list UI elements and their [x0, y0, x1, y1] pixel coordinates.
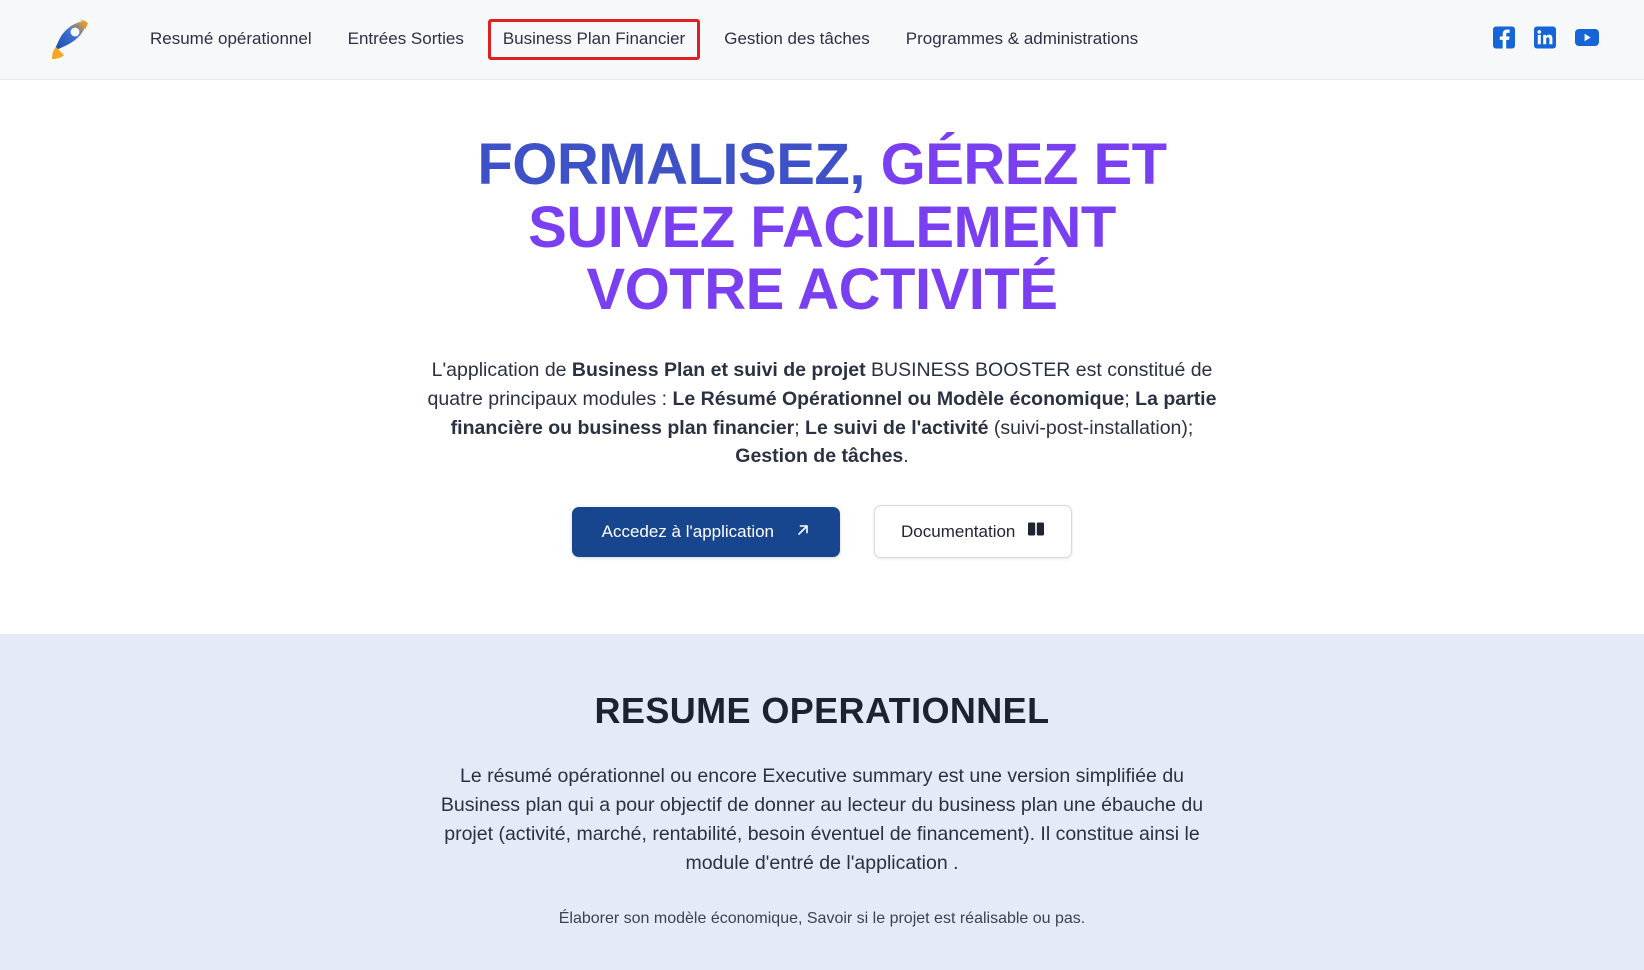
- section-caption: Élaborer son modèle économique, Savoir si le projet est réalisable ou pas.: [558, 909, 1086, 927]
- nav-link-gestion-des-taches[interactable]: Gestion des tâches: [724, 29, 870, 49]
- hero-desc-bold-4: Le suivi de l'activité: [805, 416, 989, 439]
- linkedin-icon[interactable]: [1533, 25, 1557, 54]
- documentation-label: Documentation: [901, 521, 1016, 541]
- facebook-icon[interactable]: [1492, 25, 1516, 54]
- hero-desc-bold-3: La partie financière ou business plan financier: [450, 387, 1217, 439]
- access-application-label: Accedez à l'application: [601, 521, 775, 541]
- hero-desc-text-6: .: [903, 445, 909, 468]
- section-body: Le résumé opérationnel ou encore Executive summary est une version simplifiée du Business plan qui a pour objectif de donner au lecteur du business plan une ébauche du projet (activité, marché, rentabilité, besoin éventuel de financement). Il constitue ainsi le module d'entré de l'application .: [440, 765, 1204, 874]
- hero-desc-bold-1: Business Plan et suivi de projet: [571, 358, 866, 381]
- rocket-logo-icon[interactable]: [44, 13, 98, 67]
- hero-desc-text-4: ;: [794, 416, 806, 439]
- hero-description: [427, 356, 1217, 471]
- nav-link-business-plan-financier[interactable]: Business Plan Financier: [488, 19, 700, 59]
- resume-operationnel-section: [0, 634, 1644, 970]
- page-title-part1: FORMALISEZ,: [477, 132, 881, 197]
- nav-links: [132, 19, 1156, 59]
- cta-row: [0, 505, 1644, 558]
- youtube-icon[interactable]: [1574, 26, 1600, 53]
- page-title-part2: GÉREZ ET SUIVEZ FACILEMENT VOTRE ACTIVITÉ: [528, 132, 1167, 323]
- hero-desc-text-3: ;: [1124, 387, 1136, 410]
- hero-desc-text-1: L'application de: [431, 358, 572, 381]
- documentation-button[interactable]: [874, 505, 1072, 558]
- top-navbar: [0, 0, 1644, 80]
- hero-desc-bold-2: Le Résumé Opérationnel ou Modèle économique: [672, 387, 1125, 410]
- arrow-up-right-icon: [796, 522, 810, 542]
- book-icon: [1027, 521, 1045, 542]
- nav-link-entrees-sorties[interactable]: Entrées Sorties: [347, 29, 464, 49]
- page-title: [452, 134, 1192, 322]
- hero-desc-text-5: (suivi-post-installation);: [988, 416, 1194, 439]
- hero-desc-bold-5: Gestion de tâches: [735, 445, 904, 468]
- social-links: [1492, 25, 1600, 54]
- nav-link-resume-operationnel[interactable]: Resumé opérationnel: [150, 29, 312, 49]
- hero-section: [0, 80, 1644, 634]
- nav-link-programmes-administrations[interactable]: Programmes & administrations: [905, 29, 1139, 49]
- section-heading: RESUME OPERATIONNEL: [594, 690, 1050, 732]
- hero-desc-text-2: BUSINESS BOOSTER est constitué de quatre principaux modules :: [427, 358, 1213, 410]
- access-application-button[interactable]: [572, 507, 840, 557]
